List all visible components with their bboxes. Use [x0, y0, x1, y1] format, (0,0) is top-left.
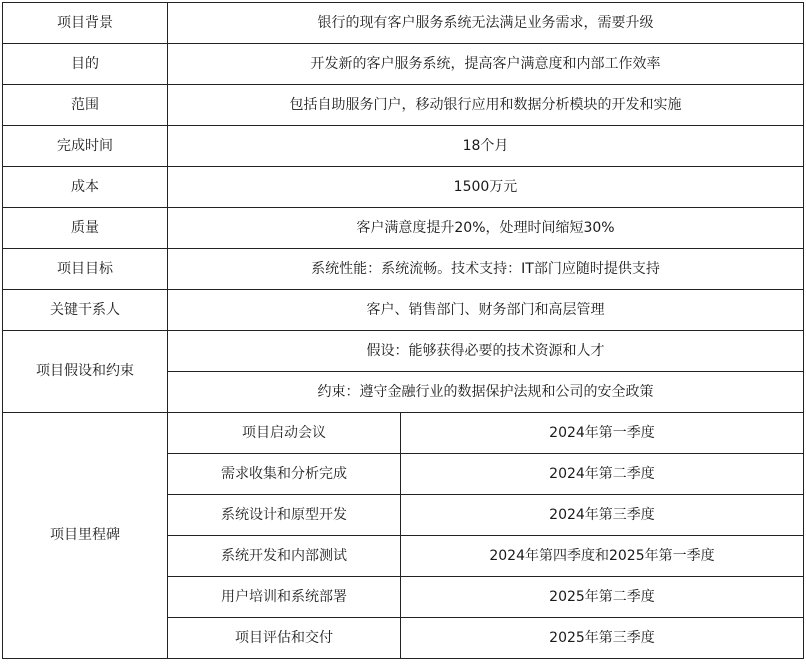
- row-value: 客户满意度提升20%，处理时间缩短30%: [168, 208, 804, 249]
- table-row: [3, 331, 804, 372]
- row-value: 系统性能：系统流畅。技术支持：IT部门应随时提供支持: [168, 249, 804, 290]
- assumptions-label: 项目假设和约束: [3, 331, 168, 413]
- milestone-time: 2025年第二季度: [401, 577, 804, 618]
- row-value: 客户、销售部门、财务部门和高层管理: [168, 290, 804, 331]
- table-row: [3, 44, 804, 85]
- table-row: [3, 126, 804, 167]
- assumption-item: 假设：能够获得必要的技术资源和人才: [168, 331, 804, 372]
- milestone-name: 项目启动会议: [168, 413, 401, 454]
- row-label: 项目目标: [3, 249, 168, 290]
- row-value: 包括自助服务门户，移动银行应用和数据分析模块的开发和实施: [168, 85, 804, 126]
- table-row: [3, 208, 804, 249]
- table-row: [3, 290, 804, 331]
- row-value: 18个月: [168, 126, 804, 167]
- milestone-time: 2024年第一季度: [401, 413, 804, 454]
- milestone-time: 2024年第二季度: [401, 454, 804, 495]
- row-label: 范围: [3, 85, 168, 126]
- constraint-item: 约束：遵守金融行业的数据保护法规和公司的安全政策: [168, 372, 804, 413]
- row-label: 目的: [3, 44, 168, 85]
- table-row: [3, 3, 804, 44]
- milestones-label: 项目里程碑: [3, 413, 168, 659]
- row-value: 开发新的客户服务系统，提高客户满意度和内部工作效率: [168, 44, 804, 85]
- table-row: [3, 249, 804, 290]
- milestone-time: 2025年第三季度: [401, 618, 804, 659]
- milestone-name: 需求收集和分析完成: [168, 454, 401, 495]
- row-value: 银行的现有客户服务系统无法满足业务需求，需要升级: [168, 3, 804, 44]
- milestone-name: 系统开发和内部测试: [168, 536, 401, 577]
- milestone-time: 2024年第三季度: [401, 495, 804, 536]
- table-row: [3, 413, 804, 454]
- milestone-name: 项目评估和交付: [168, 618, 401, 659]
- row-label: 项目背景: [3, 3, 168, 44]
- row-label: 完成时间: [3, 126, 168, 167]
- row-value: 1500万元: [168, 167, 804, 208]
- row-label: 关键干系人: [3, 290, 168, 331]
- project-charter-table: [2, 2, 804, 659]
- table-row: [3, 85, 804, 126]
- milestone-name: 用户培训和系统部署: [168, 577, 401, 618]
- milestone-time: 2024年第四季度和2025年第一季度: [401, 536, 804, 577]
- row-label: 质量: [3, 208, 168, 249]
- table-row: [3, 167, 804, 208]
- milestone-name: 系统设计和原型开发: [168, 495, 401, 536]
- row-label: 成本: [3, 167, 168, 208]
